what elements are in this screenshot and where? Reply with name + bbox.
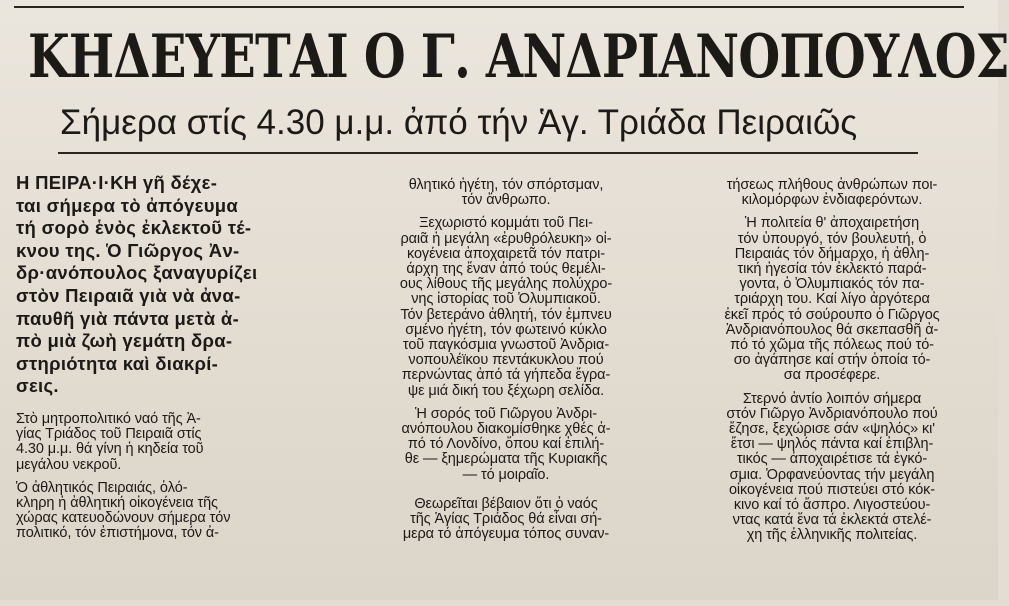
body-line: Θεωρεῖται βέβαιον ὅτι ὁ ναός (414, 495, 598, 512)
body-line: ραιᾶ ἡ μεγάλη «ἐρυθρόλευκη» οἰ- (400, 230, 612, 247)
lead-line: τή σορὸ ἑνὸς ἐκλεκτοῦ τέ- (16, 217, 252, 239)
subheadline: Σήμερα στίς 4.30 μ.μ. ἀπό τήν Ἁγ. Τριάδα Πειραιῶς (60, 103, 858, 142)
body-line: 4.30 μ.μ. θά γίνη ἡ κηδεία τοῦ (16, 441, 204, 458)
lead-line: κνου της. Ὁ Γιῶργος Ἀν- (16, 239, 240, 261)
body-line: κληρη ἡ ἀθλητική οἰκογένεια τῆς (16, 494, 218, 511)
body-line: τήσεως πλήθους ἀνθρώπων ποι- (726, 177, 938, 193)
body-line: ψε μιά δική του ξέχωρη σελίδα. (407, 382, 605, 399)
body-line: ἔτσι — ψηλός πάντα καί ἐπιβλη- (730, 436, 934, 453)
lead-line: δρ·ανόπουλος ξαναγυρίζει (16, 262, 258, 284)
body-line: Ὁ ἀθλητικός Πειραιάς, ὁλό- (16, 479, 188, 496)
body-line: πό τό Λονδίνο, ὅπου καί ἐπιλή- (407, 436, 605, 453)
body-line: τική ἡγεσία τόν ἐκλεκτό παρά- (737, 261, 927, 278)
body-line: ους λίθους τῆς μεγάλης πολύχρο- (399, 276, 613, 293)
body-line: γοντα, ὁ Ὀλυμπιακός τόν πα- (739, 276, 925, 293)
body-line: θε — ξημερώματα τῆς Κυριακῆς (404, 451, 608, 468)
body-line: — τό μοιραῖο. (462, 466, 550, 483)
body-line: σο ἀγάπησε καί στήν ὁποία τό- (733, 352, 931, 369)
body-line: ανόπουλου διακομίσθηκε χθές ἀ- (401, 421, 611, 438)
body-line: ντας κατά ἕνα τά ἐκλεκτά στελέ- (732, 512, 932, 529)
body-paragraph (16, 481, 336, 542)
body-line: σα προσέφερε. (783, 367, 881, 384)
body-line: σμια. Ὀρφανεύοντας τήν μεγάλη (729, 466, 935, 483)
body-line: κινο καί τό ἄσπρο. Λιγοστεύου- (733, 497, 931, 514)
body-line: χώρας κατευοδώνουν σήμερα τόν (16, 510, 231, 527)
body-line: Ξεχωριστό κομμάτι τοῦ Πει- (419, 215, 593, 232)
lead-paragraph (16, 172, 336, 398)
column-3 (672, 178, 992, 606)
body-paragraph (672, 216, 992, 383)
body-line: θλητικό ἡγέτη, τόν σπόρτσμαν, (408, 177, 604, 193)
body-line: στόν Γιῶργο Ἀνδριανόπουλο πού (726, 405, 938, 422)
body-line: σμένο ἡγέτη, τόν φωτεινό κύκλο (405, 321, 607, 338)
lead-line: Η ΠΕΙΡΑ·Ι·ΚΗ γῆ δέχε- (16, 172, 218, 193)
body-line: κογένεια ἀποχαιρετᾶ τόν πατρι- (406, 245, 605, 262)
lead-line: παυθῆ γιὰ πάντα μετὰ ἀ- (16, 307, 240, 329)
body-line: Ἀνδριανόπουλος θά σκεπασθῆ ἀ- (725, 321, 939, 338)
body-paragraph (346, 407, 666, 483)
body-paragraph (346, 216, 666, 398)
subheadline-rule (58, 152, 918, 154)
column-2 (346, 178, 666, 606)
body-line: μεγάλου νεκροῦ. (16, 456, 122, 473)
body-line: περνώντας ἀπό τά γήπεδα ἔγρα- (401, 367, 611, 384)
column-1 (16, 172, 336, 600)
body-line: τόν ἄνθρωπο. (461, 192, 551, 209)
body-line: ἔζησε, ξεχώρισε σάν «ψηλός» κι' (729, 421, 935, 438)
body-line: τοῦ παγκόσμια γνωστοῦ Ἀνδρια- (402, 337, 610, 354)
body-line: χη τῆς ἑλληνικῆς πολιτείας. (746, 527, 918, 544)
body-line: τόν ὑπουργό, τόν βουλευτή, ὁ (737, 230, 927, 247)
body-paragraph (672, 178, 992, 208)
body-line: οἰκογένεια πού πιστεύει στό κόκ- (728, 481, 936, 498)
body-line: Πειραιάς τόν δήμαρχο, ἡ ἀθλη- (734, 245, 930, 262)
lead-line: στὸν Πειραιᾶ γιὰ νὰ ἀνα- (16, 284, 241, 306)
lead-line: πὸ μιὰ ζωὴ γεμάτη δρα- (16, 330, 233, 352)
body-line: Τόν βετεράνο ἀθλητή, τόν ἐμπνευ (400, 306, 612, 323)
body-paragraph (16, 412, 336, 473)
body-line: κιλομόρφων ἐνδιαφερόντων. (741, 192, 923, 209)
body-line: Ἡ πολιτεία θ' ἀποχαιρετήση (744, 215, 920, 232)
body-line: τῆς Ἁγίας Τριάδος θά εἶναι σή- (410, 511, 602, 528)
body-paragraph (346, 178, 666, 208)
body-line: Στὸ μητροπολιτικό ναό τῆς Ἀ- (16, 410, 201, 427)
body-line: Στερνό ἀντίο λοιπόν σήμερα (742, 390, 922, 407)
lead-line: στηριότητα καὶ διακρί- (16, 352, 219, 374)
body-line: άρχη της ἕναν ἀπό τούς θεμέλι- (406, 261, 606, 278)
body-line: τικός — ἀποχαιρέτισε τά ἐγκό- (736, 451, 928, 468)
body-line: γίας Τριάδος τοῦ Πειραιᾶ στίς (16, 426, 202, 443)
body-line: τριάρχη του. Καί λίγο ἀργότερα (734, 291, 930, 308)
body-line: μερα τό ἀπόγευμα τόπος συναν- (402, 526, 610, 543)
body-line: Ἡ σορός τοῦ Γιῶργου Ἀνδρι- (415, 405, 597, 422)
body-line: πό τό χῶμα τῆς πόλεως πού τό- (730, 337, 934, 354)
body-paragraph (672, 392, 992, 544)
body-line: νοπουλέϊκου πεντάκυκλου πού (408, 352, 604, 369)
body-line: πολιτικό, τόν ἐπιστήμονα, τόν ἀ- (16, 525, 219, 542)
top-rule (14, 6, 964, 8)
lead-line: ται σήμερα τὸ ἀπόγευμα (16, 194, 239, 216)
body-line: νης ἱστορίας τοῦ Ὀλυμπιακοῦ. (411, 291, 601, 308)
lead-line: σεις. (16, 375, 59, 397)
headline: ΚΗΔΕΥΕΤΑΙ Ο Γ. ΑΝΔΡΙΑΝΟΠΟΥΛΟΣ (28, 22, 1009, 92)
body-line: ἐκεῖ πρός τό σούρουπο ὁ Γιῶργος (724, 306, 940, 323)
body-paragraph (346, 497, 666, 543)
